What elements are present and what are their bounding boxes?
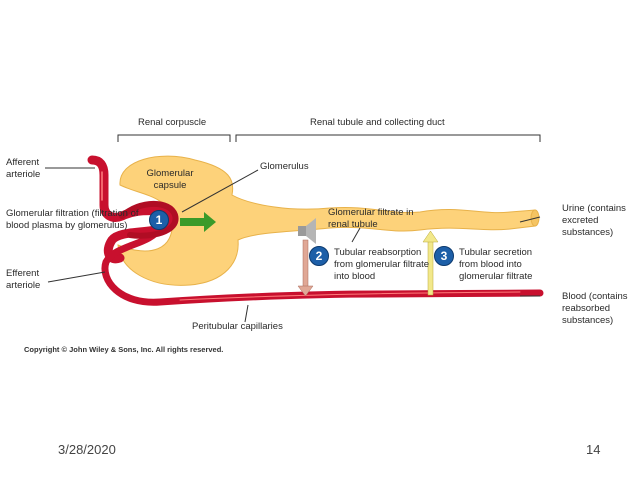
- renal-corpuscle-label: Renal corpuscle: [138, 117, 207, 128]
- step-badge-1: 1: [149, 210, 169, 230]
- footer-page-number: 14: [586, 442, 601, 457]
- peritubular-capillaries-label: Peritubular capillaries: [192, 321, 283, 332]
- glomerular-filtration-label: Glomerular filtration (filtration of blood plasma by glomerulus): [6, 208, 139, 231]
- footer-date: 3/28/2020: [58, 442, 116, 457]
- tubular-reabsorption-label: Tubular reabsorption from glomerular filtrate into blood: [334, 247, 430, 282]
- step-badge-3: 3: [434, 246, 454, 266]
- blood-label: Blood (contains reabsorbed substances): [562, 291, 628, 326]
- glomerulus-label: Glomerulus: [260, 161, 309, 172]
- copyright-notice: Copyright © John Wiley & Sons, Inc. All rights reserved.: [24, 345, 224, 354]
- renal-tubule-label: Renal tubule and collecting duct: [310, 117, 445, 128]
- glomerular-filtrate-label: Glomerular filtrate in renal tubule: [328, 207, 414, 230]
- glomerular-capsule-label: Glomerular capsule: [146, 168, 194, 191]
- renal-corpuscle-bracket: [118, 135, 230, 142]
- tubular-secretion-label: Tubular secretion from blood into glomerular filtrate: [459, 247, 533, 282]
- afferent-arteriole-label: Afferent arteriole: [6, 157, 41, 180]
- efferent-arteriole-label: Efferent arteriole: [6, 268, 41, 291]
- renal-tubule-bracket: [236, 135, 540, 142]
- urine-label: Urine (contains excreted substances): [562, 203, 626, 238]
- step-badge-2: 2: [309, 246, 329, 266]
